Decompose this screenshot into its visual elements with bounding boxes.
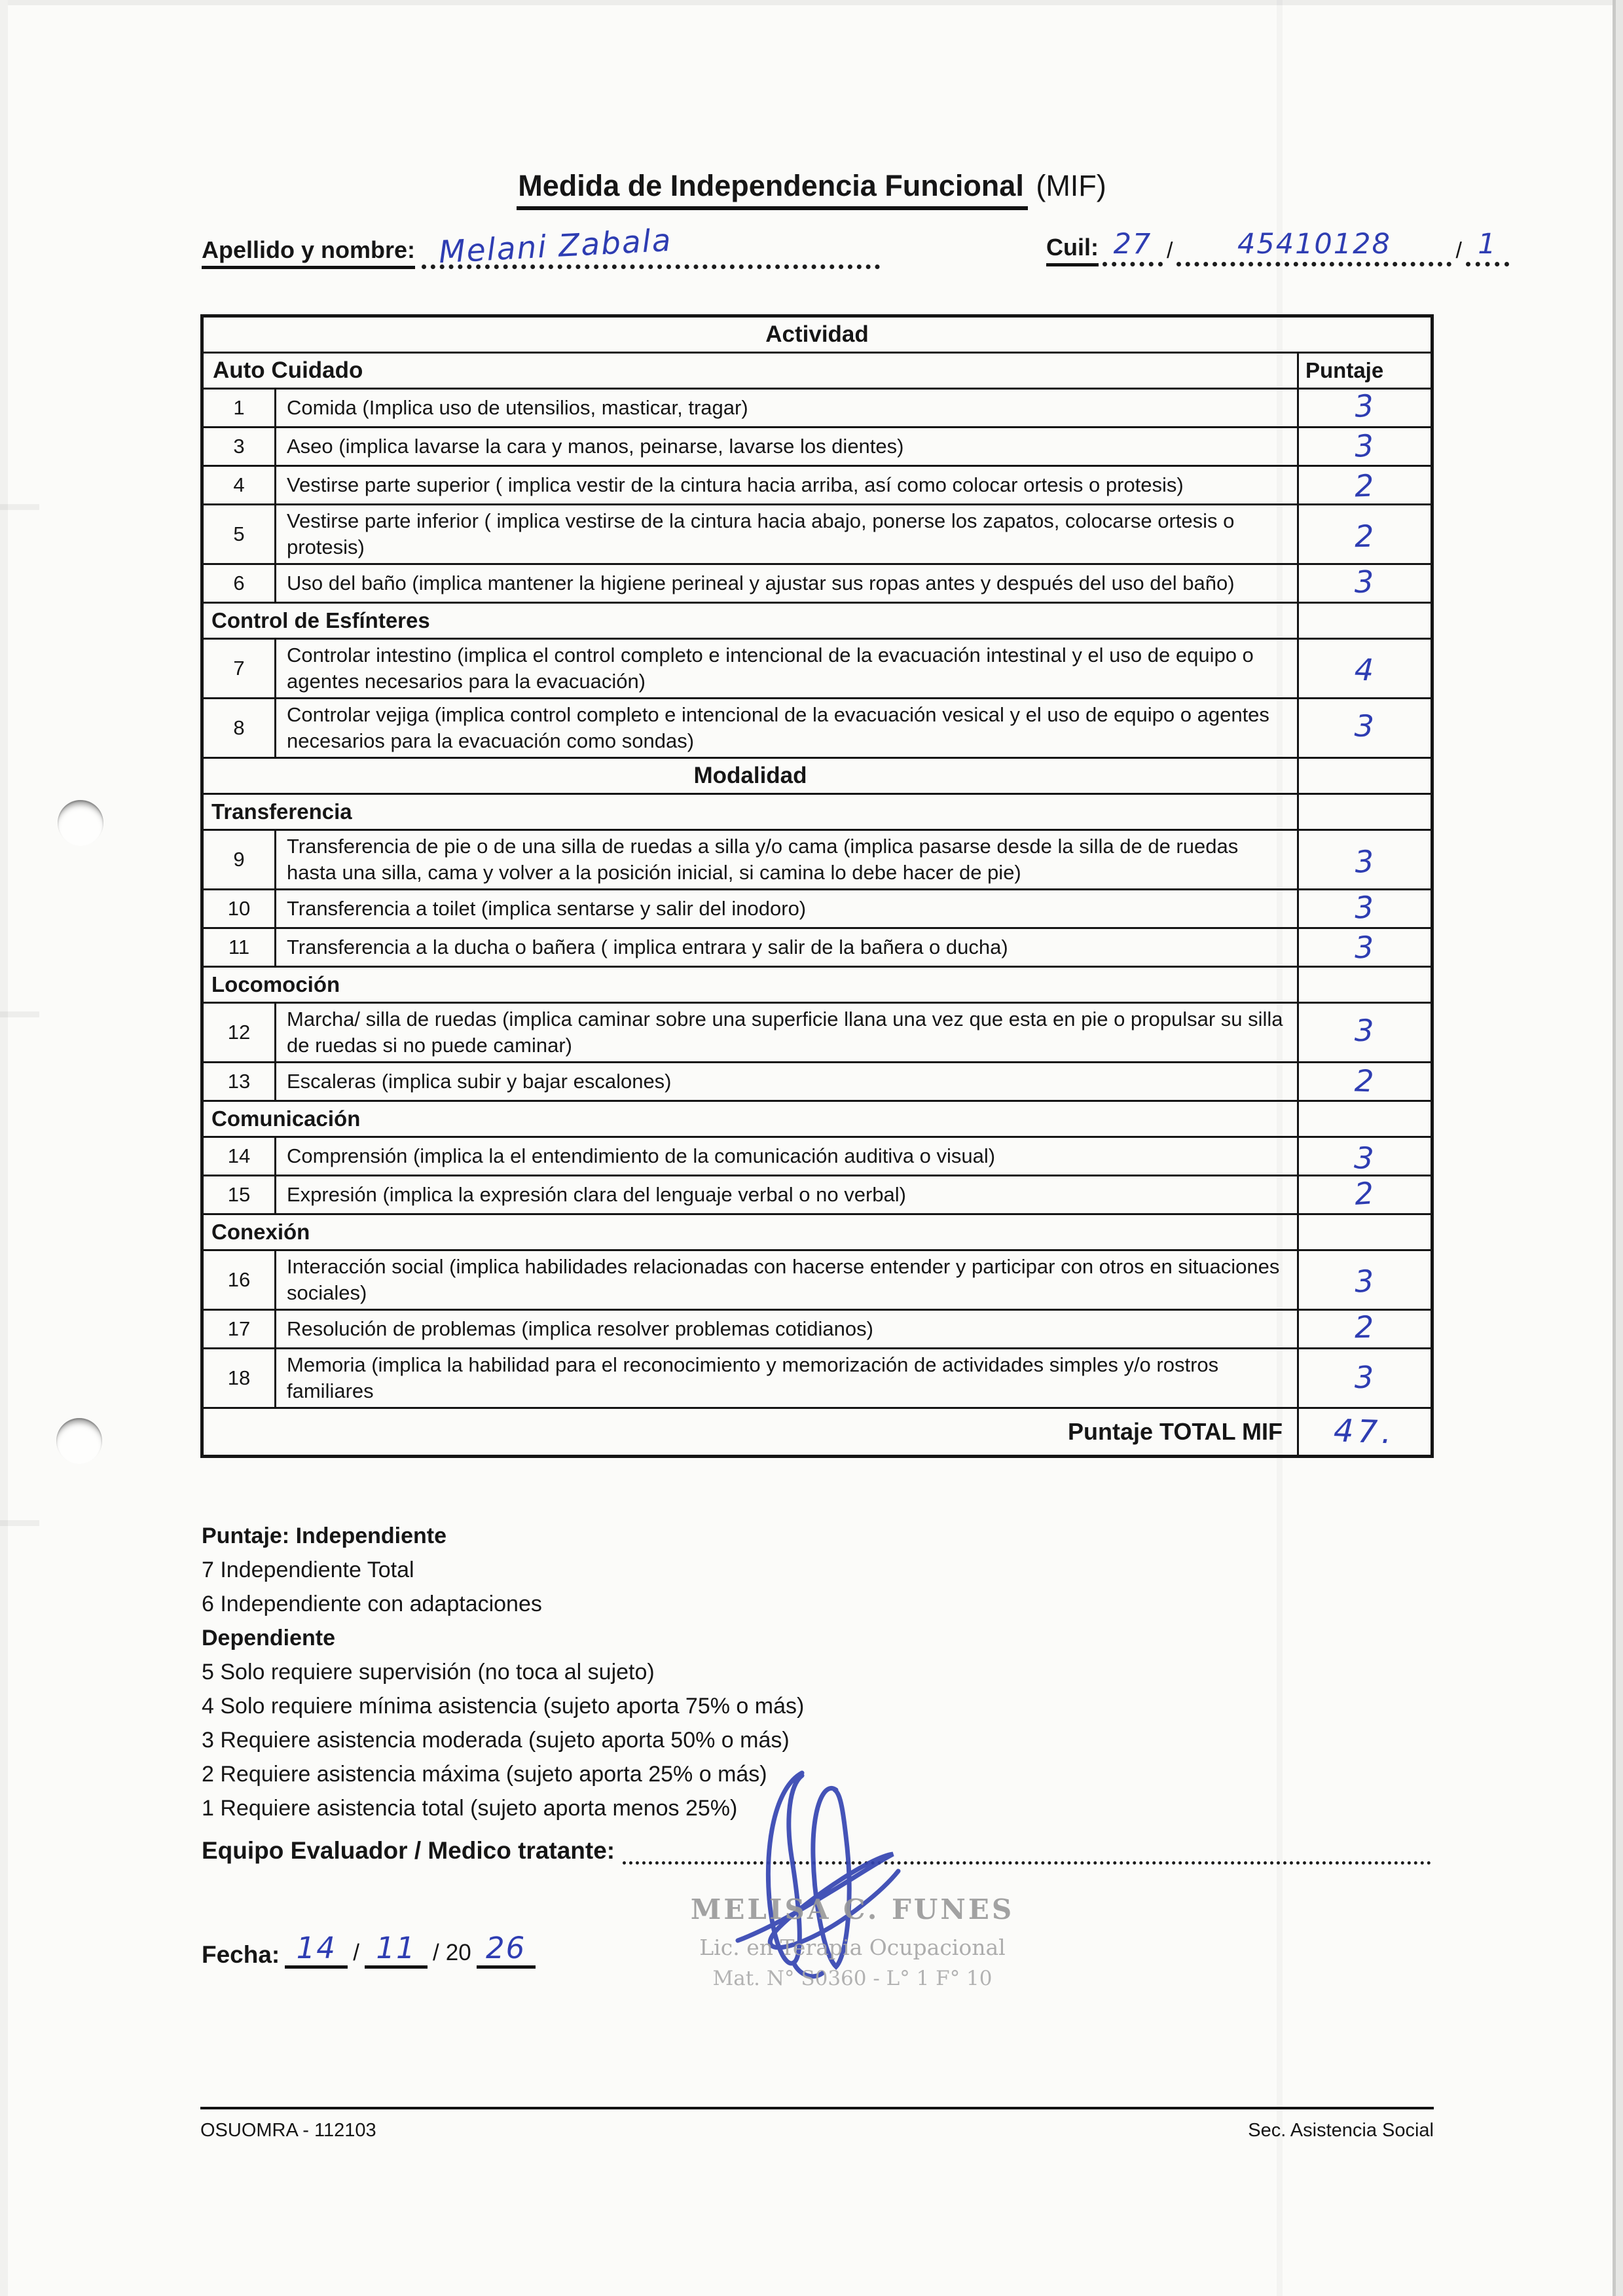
stamp-name: MELISA C. FUNES	[690, 1893, 1015, 1925]
score-handwritten: 3	[1353, 889, 1376, 926]
row-description: Resolución de problemas (implica resolver problemas cotidianos)	[276, 1310, 1298, 1349]
score-handwritten: 2	[1353, 1063, 1376, 1099]
score-handwritten: 3	[1353, 428, 1376, 464]
cuil-separator: /	[1166, 238, 1173, 263]
row-score-cell	[1298, 639, 1432, 699]
date-separator: /	[433, 1940, 439, 1965]
cuil-segment-prefix	[1103, 221, 1163, 266]
row-score-cell	[1298, 1310, 1432, 1349]
name-handwritten: Melani Zabala	[437, 222, 673, 271]
date-year-line	[477, 1929, 536, 1969]
name-field	[202, 221, 880, 269]
row-description: Vestirse parte inferior ( implica vestirse de la cintura hacia abajo, ponerse los zapatos, colocarse ortesis o protesis)	[276, 505, 1298, 564]
section-label: Comunicación	[202, 1101, 1298, 1137]
row-score-cell	[1298, 1349, 1432, 1408]
table-row	[202, 505, 1432, 564]
date-year-handwritten: 26	[486, 1931, 526, 1965]
footer-left: OSUOMRA - 112103	[200, 2120, 376, 2141]
row-number: 16	[202, 1250, 276, 1310]
cuil-number-handwritten: 45410128	[1237, 228, 1391, 261]
stamp-registration: Mat. N° S0360 - L° 1 F° 10	[712, 1967, 993, 1990]
table-row	[202, 1250, 1432, 1310]
row-number: 17	[202, 1310, 276, 1349]
table-row	[202, 699, 1432, 758]
row-description: Aseo (implica lavarse la cara y manos, peinarse, lavarse los dientes)	[276, 428, 1298, 466]
score-handwritten: 3	[1354, 564, 1376, 600]
row-description: Expresión (implica la expresión clara del lenguaje verbal o no verbal)	[276, 1176, 1298, 1214]
table-row	[202, 1137, 1432, 1176]
stamp-title: Lic. en Terapia Ocupacional	[699, 1935, 1006, 1960]
total-score-handwritten: 47.	[1333, 1412, 1396, 1451]
score-handwritten: 3	[1354, 929, 1376, 966]
table-row	[202, 564, 1432, 603]
scan-edge-left	[0, 0, 8, 2296]
empty-score-cell	[1298, 794, 1432, 830]
cuil-segment-suffix	[1466, 221, 1509, 266]
activity-table	[200, 314, 1434, 1458]
row-score-cell	[1298, 890, 1432, 928]
scan-streak	[0, 1011, 39, 1017]
row-score-cell	[1298, 830, 1432, 890]
form-title-suffix: (MIF)	[1027, 169, 1106, 202]
section-row	[202, 603, 1432, 639]
row-number: 13	[202, 1063, 276, 1101]
date-month-handwritten: 11	[376, 1931, 416, 1965]
footer-right: Sec. Asistencia Social	[1248, 2120, 1434, 2141]
scan-edge-right	[1613, 0, 1623, 2296]
form-title-underlined: Medida de Independencia Funcional	[517, 169, 1028, 210]
date-day-handwritten: 14	[296, 1931, 337, 1965]
score-handwritten: 3	[1353, 843, 1376, 880]
cuil-prefix-handwritten: 27	[1113, 228, 1152, 261]
cuil-label: Cuil:	[1046, 234, 1099, 266]
row-description: Vestirse parte superior ( implica vestir de la cintura hacia arriba, así como colocar ortesis o protesis)	[276, 466, 1298, 505]
empty-score-cell	[1298, 603, 1432, 639]
row-description: Memoria (implica la habilidad para el reconocimiento y memorización de actividades simples y/o rostros familiares	[276, 1349, 1298, 1408]
row-number: 3	[202, 428, 276, 466]
cuil-suffix-handwritten: 1	[1478, 228, 1497, 261]
row-score-cell	[1298, 505, 1432, 564]
evaluator-label: Equipo Evaluador / Medico tratante:	[202, 1837, 615, 1864]
section-row	[202, 794, 1432, 830]
row-description: Comida (Implica uso de utensilios, masticar, tragar)	[276, 389, 1298, 428]
date-century: 20	[445, 1940, 471, 1965]
date-field	[202, 1929, 541, 1969]
legend-item: 6 Independiente con adaptaciones	[202, 1592, 542, 1616]
row-number: 7	[202, 639, 276, 699]
legend-item: 4 Solo requiere mínima asistencia (sujeto aporta 75% o más)	[202, 1694, 805, 1719]
name-label: Apellido y nombre:	[202, 236, 415, 269]
row-number: 18	[202, 1349, 276, 1408]
row-number: 9	[202, 830, 276, 890]
score-handwritten: 2	[1354, 1309, 1376, 1345]
table-banner-actividad: Actividad	[202, 316, 1432, 353]
row-description: Controlar vejiga (implica control completo e intencional de la evacuación vesical y el uso de equipo o agentes necesarios para la evacuación como sondas)	[276, 699, 1298, 758]
legend-item: 7 Independiente Total	[202, 1558, 414, 1582]
table-row	[202, 639, 1432, 699]
row-number: 11	[202, 928, 276, 967]
section-label: Transferencia	[202, 794, 1298, 830]
score-handwritten: 3	[1354, 1263, 1376, 1300]
score-handwritten: 3	[1353, 708, 1376, 744]
scan-streak	[0, 1520, 39, 1526]
section-row	[202, 967, 1432, 1003]
scan-streak	[0, 504, 39, 510]
score-handwritten: 3	[1353, 387, 1376, 425]
date-separator: /	[353, 1940, 359, 1965]
row-description: Comprensión (implica la el entendimiento de la comunicación auditiva o visual)	[276, 1137, 1298, 1176]
column-header-score: Puntaje	[1298, 353, 1432, 389]
legend-item: 2 Requiere asistencia máxima (sujeto aporta 25% o más)	[202, 1762, 767, 1787]
row-description: Controlar intestino (implica el control completo e intencional de la evacuación intestinal y el uso de equipo o agentes necesarios para la evacuación)	[276, 639, 1298, 699]
score-handwritten: 3	[1354, 1012, 1376, 1049]
banner-label: Modalidad	[202, 758, 1298, 794]
score-handwritten: 2	[1353, 1175, 1376, 1212]
total-row	[202, 1408, 1432, 1457]
row-score-cell	[1298, 699, 1432, 758]
cuil-segment-number	[1176, 221, 1451, 266]
table-row	[202, 1349, 1432, 1408]
row-description: Interacción social (implica habilidades relacionadas con hacerse entender y participar con otros en situaciones sociales)	[276, 1250, 1298, 1310]
section-row	[202, 1214, 1432, 1250]
row-number: 14	[202, 1137, 276, 1176]
row-number: 12	[202, 1003, 276, 1063]
row-score-cell	[1298, 1176, 1432, 1214]
section-label: Conexión	[202, 1214, 1298, 1250]
row-score-cell	[1298, 1137, 1432, 1176]
table-row	[202, 1003, 1432, 1063]
row-description: Uso del baño (implica mantener la higiene perineal y ajustar sus ropas antes y después del uso del baño)	[276, 564, 1298, 603]
cuil-separator: /	[1455, 238, 1462, 263]
form-title	[0, 169, 1623, 203]
score-handwritten: 3	[1353, 1139, 1376, 1177]
table-row	[202, 890, 1432, 928]
score-handwritten: 2	[1353, 467, 1376, 504]
row-score-cell	[1298, 1063, 1432, 1101]
cuil-field	[1046, 221, 1513, 266]
row-description: Transferencia a la ducha o bañera ( implica entrara y salir de la bañera o ducha)	[276, 928, 1298, 967]
section-label: Control de Esfínteres	[202, 603, 1298, 639]
row-description: Transferencia de pie o de una silla de ruedas a silla y/o cama (implica pasarse desde la silla de de ruedas hasta una silla, cama y volver a la posición inicial, si camina lo debe hacer de pie)	[276, 830, 1298, 890]
banner-row	[202, 758, 1432, 794]
row-number: 5	[202, 505, 276, 564]
row-number: 15	[202, 1176, 276, 1214]
table-row	[202, 428, 1432, 466]
name-dotted-line	[422, 221, 880, 269]
table-row	[202, 389, 1432, 428]
section-row	[202, 1101, 1432, 1137]
row-number: 4	[202, 466, 276, 505]
table-banner-row	[202, 316, 1432, 353]
legend-item: 3 Requiere asistencia moderada (sujeto aporta 50% o más)	[202, 1728, 790, 1753]
table-row	[202, 1310, 1432, 1349]
row-description: Escaleras (implica subir y bajar escalones)	[276, 1063, 1298, 1101]
score-handwritten: 2	[1354, 518, 1376, 555]
row-score-cell	[1298, 928, 1432, 967]
row-score-cell	[1298, 466, 1432, 505]
row-score-cell	[1298, 389, 1432, 428]
score-handwritten: 4	[1353, 651, 1376, 688]
table-row	[202, 466, 1432, 505]
table-row	[202, 928, 1432, 967]
table-row	[202, 1176, 1432, 1214]
date-day-line	[285, 1929, 348, 1969]
row-score-cell	[1298, 564, 1432, 603]
date-month-line	[365, 1929, 428, 1969]
column-header-group: Auto Cuidado	[202, 353, 1298, 389]
legend-item: 5 Solo requiere supervisión (no toca al sujeto)	[202, 1660, 655, 1685]
row-number: 10	[202, 890, 276, 928]
row-description: Transferencia a toilet (implica sentarse y salir del inodoro)	[276, 890, 1298, 928]
row-description: Marcha/ silla de ruedas (implica caminar sobre una superficie llana una vez que esta en pie o propulsar su silla de ruedas si no puede caminar)	[276, 1003, 1298, 1063]
total-score-cell	[1298, 1408, 1432, 1457]
empty-score-cell	[1298, 1101, 1432, 1137]
empty-score-cell	[1298, 967, 1432, 1003]
activity-table-body	[202, 389, 1432, 1457]
table-row	[202, 830, 1432, 890]
scan-edge-top	[0, 0, 1623, 5]
empty-score-cell	[1298, 758, 1432, 794]
row-score-cell	[1298, 1003, 1432, 1063]
section-label: Locomoción	[202, 967, 1298, 1003]
page-footer	[200, 2107, 1434, 2141]
row-score-cell	[1298, 428, 1432, 466]
table-row	[202, 1063, 1432, 1101]
evaluator-stamp	[669, 1893, 1036, 1990]
row-number: 8	[202, 699, 276, 758]
punch-hole	[56, 1418, 102, 1464]
row-score-cell	[1298, 1250, 1432, 1310]
empty-score-cell	[1298, 1214, 1432, 1250]
date-label: Fecha:	[202, 1941, 280, 1968]
row-number: 6	[202, 564, 276, 603]
punch-hole	[58, 800, 103, 846]
legend-title: Puntaje: Independiente	[202, 1523, 447, 1548]
total-label: Puntaje TOTAL MIF	[202, 1408, 1298, 1457]
row-number: 1	[202, 389, 276, 428]
legend-item: 1 Requiere asistencia total (sujeto aporta menos 25%)	[202, 1796, 738, 1821]
table-column-header-row	[202, 353, 1432, 389]
legend-item: Dependiente	[202, 1626, 336, 1650]
score-handwritten: 3	[1354, 1360, 1376, 1395]
